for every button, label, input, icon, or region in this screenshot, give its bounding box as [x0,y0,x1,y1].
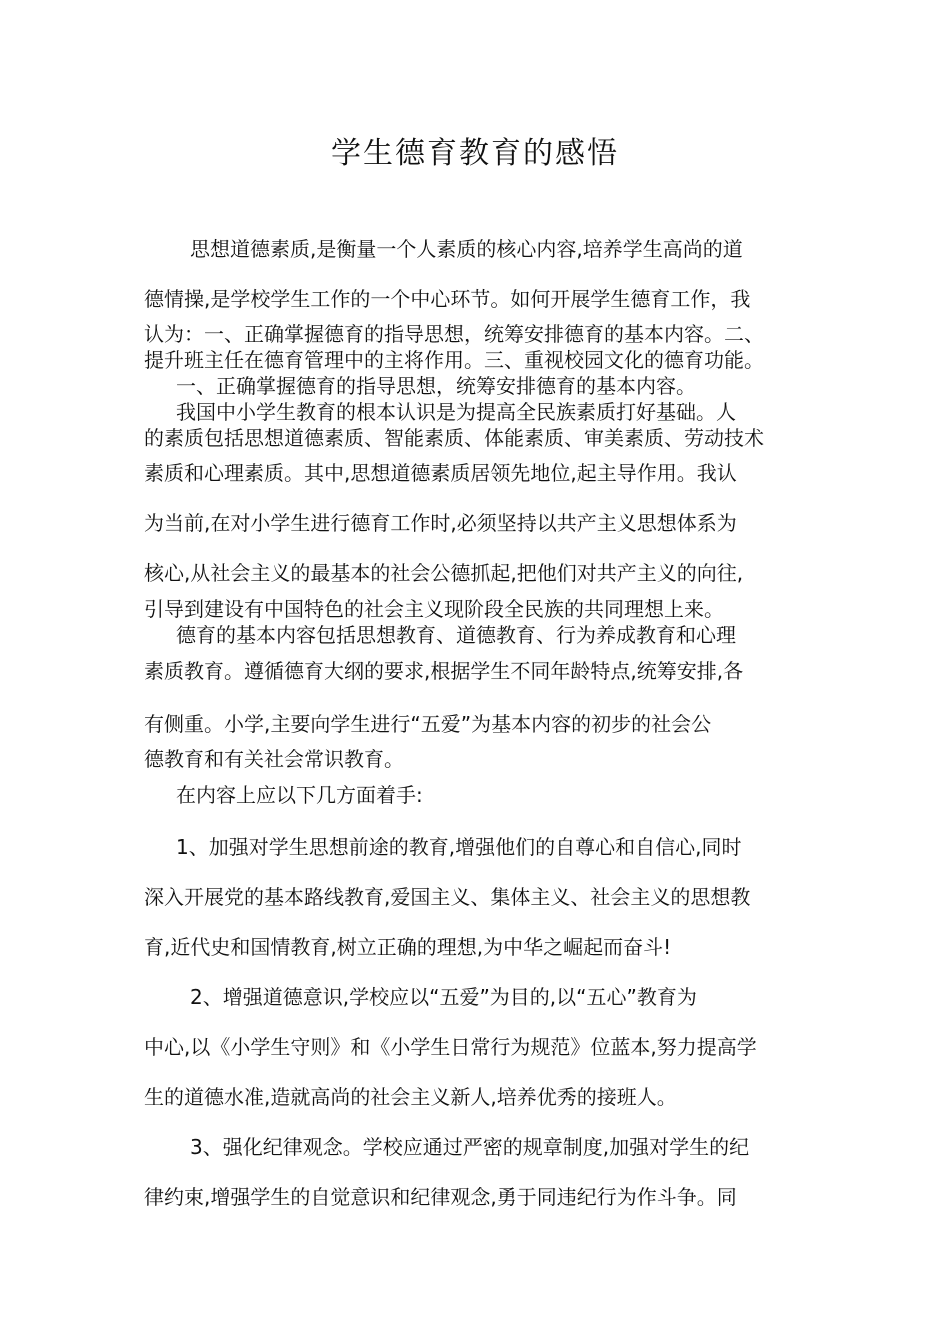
paragraph-line: 素质教育。遵循德育大纲的要求,根据学生不同年龄特点,统筹安排,各 [144,659,744,683]
list-item-line: 生的道德水准,造就高尚的社会主义新人,培养优秀的接班人。 [144,1085,677,1109]
list-item-line: 深入开展党的基本路线教育,爱国主义、集体主义、社会主义的思想教 [144,885,751,909]
list-item-line: 律约束,增强学生的自觉意识和纪律观念,勇于同违纪行为作斗争。同 [144,1185,737,1209]
list-item-line: 育,近代史和国情教育,树立正确的理想,为中华之崛起而奋斗! [144,935,672,959]
list-item-line: 1、加强对学生思想前途的教育,增强他们的自尊心和自信心,同时 [176,835,742,859]
section-heading: 一、正确掌握德育的指导思想，统筹安排德育的基本内容。 [176,374,696,398]
paragraph-line: 认为：一、正确掌握德育的指导思想，统筹安排德育的基本内容。二、 [144,322,764,346]
paragraph-line: 有侧重。小学,主要向学生进行“五爱”为基本内容的初步的社会公 [144,712,712,736]
paragraph-line: 的素质包括思想道德素质、智能素质、体能素质、审美素质、劳动技术 [144,426,764,450]
paragraph-line: 提升班主任在德育管理中的主将作用。三、重视校园文化的德育功能。 [144,348,764,372]
paragraph-line: 思想道德素质,是衡量一个人素质的核心内容,培养学生高尚的道 [190,237,743,261]
paragraph-line: 德教育和有关社会常识教育。 [144,747,404,771]
paragraph-line: 在内容上应以下几方面着手: [176,783,423,807]
document-title: 学生德育教育的感悟 [331,136,619,171]
paragraph-line: 德情操,是学校学生工作的一个中心环节。如何开展学生德育工作，我 [144,287,751,311]
paragraph-line: 核心,从社会主义的最基本的社会公德抓起,把他们对共产主义的向往, [144,561,744,585]
paragraph-line: 德育的基本内容包括思想教育、道德教育、行为养成教育和心理 [176,623,736,647]
list-item-line: 3、强化纪律观念。学校应通过严密的规章制度,加强对学生的纪 [190,1135,750,1159]
paragraph-line: 素质和心理素质。其中,思想道德素质居领先地位,起主导作用。我认 [144,461,737,485]
list-item-line: 中心,以《小学生守则》和《小学生日常行为规范》位蓝本,努力提高学 [144,1035,757,1059]
list-item-line: 2、增强道德意识,学校应以“五爱”为目的,以“五心”教育为 [190,985,697,1009]
paragraph-line: 引导到建设有中国特色的社会主义现阶段全民族的共同理想上来。 [144,597,724,621]
paragraph-line: 为当前,在对小学生进行德育工作时,必须坚持以共产主义思想体系为 [144,511,737,535]
paragraph-line: 我国中小学生教育的根本认识是为提高全民族素质打好基础。人 [176,400,736,424]
